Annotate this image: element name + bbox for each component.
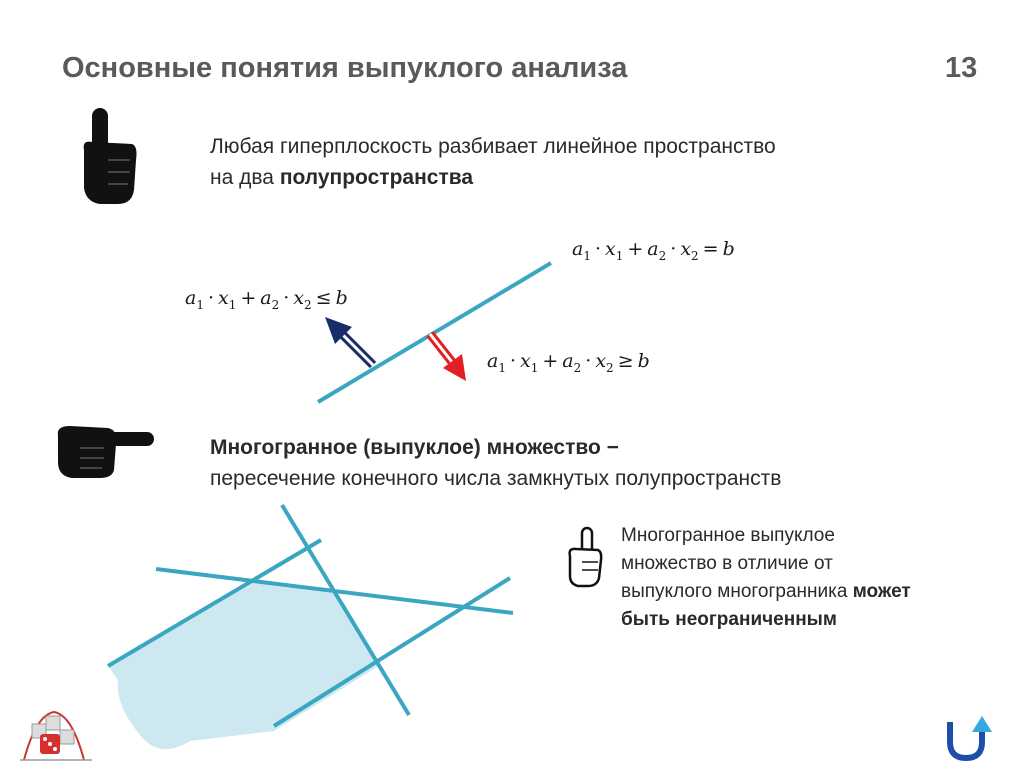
section2-heading: Многогранное (выпуклое) множество	[210, 436, 601, 459]
section2-definition: пересечение конечного числа замкнутых полупространств	[210, 467, 782, 490]
note-text	[621, 522, 911, 634]
section2-text	[210, 432, 781, 494]
section2-dash: −	[600, 436, 619, 459]
pointing-right-hand-icon	[58, 426, 154, 478]
slide-number: 13	[945, 52, 978, 84]
return-arrow-icon[interactable]	[950, 716, 992, 758]
slide-title: Основные понятия выпуклого анализа	[62, 52, 628, 84]
section1-line2	[210, 162, 776, 193]
pointing-up-hand-icon	[84, 108, 137, 204]
note-line3	[621, 578, 911, 606]
arrow-up-halfspace	[325, 317, 373, 365]
section1-line2-prefix: на два	[210, 166, 280, 189]
note-line3-bold: может	[852, 581, 911, 602]
formula-less-equal: $a_1 \cdot x_1 + a_2 \cdot x_2 \le b$	[185, 287, 348, 312]
small-pointing-up-hand-icon	[570, 528, 602, 586]
section1-line1: Любая гиперплоскость разбивает линейное пространство	[210, 135, 776, 158]
formula-greater-equal: $a_1 \cdot x_1 + a_2 \cdot x_2 \ge b$	[487, 350, 650, 375]
note-line1: Многогранное выпуклое	[621, 525, 835, 546]
section1-text	[210, 131, 776, 193]
note-line2: множество в отличие от	[621, 553, 833, 574]
note-line3-prefix: выпуклого многогранника	[621, 581, 853, 602]
note-line4: быть неограниченным	[621, 609, 837, 630]
section2-heading-line	[210, 432, 781, 463]
polyhedral-region	[108, 580, 380, 749]
dice-chart-logo-icon	[20, 712, 92, 760]
arrow-down-halfspace	[430, 334, 466, 381]
formula-equality: $a_1 \cdot x_1 + a_2 \cdot x_2 = b$	[572, 238, 735, 263]
section1-line2-bold: полупространства	[279, 166, 474, 189]
